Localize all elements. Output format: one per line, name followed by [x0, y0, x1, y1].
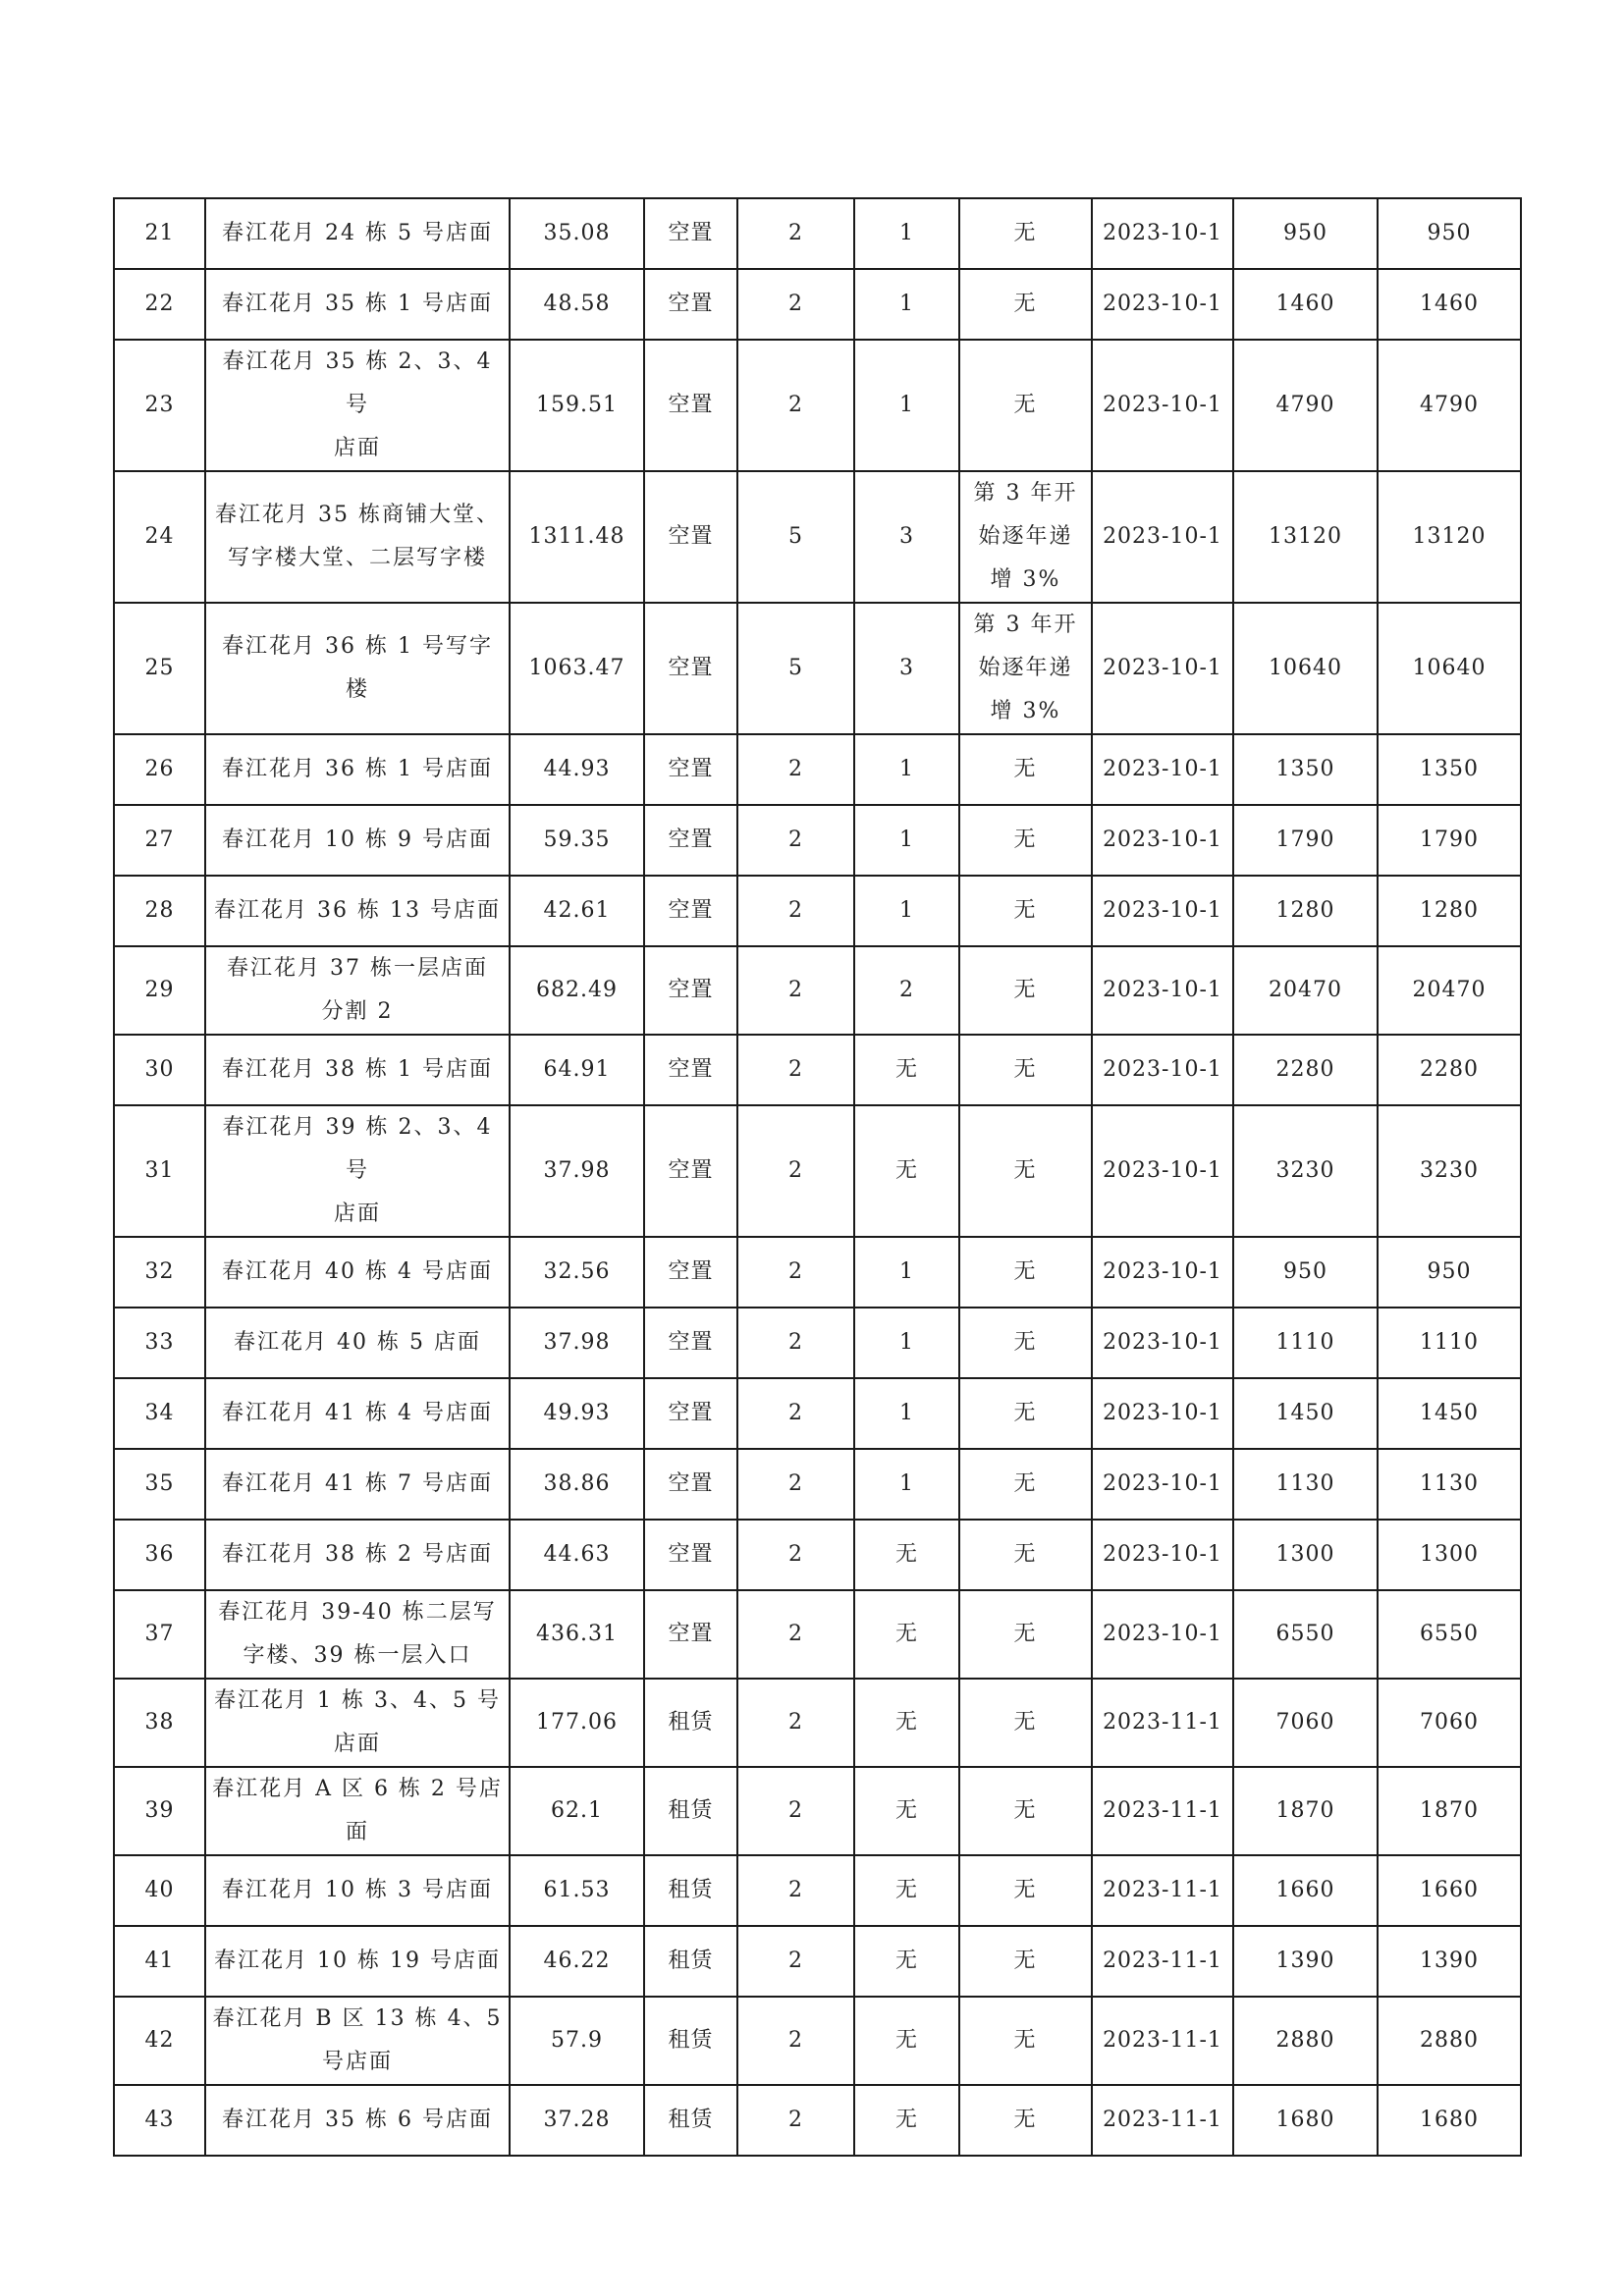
cell-property-name: 春江花月 35 栋商铺大堂、 写字楼大堂、二层写字楼: [205, 471, 510, 603]
cell-property-name: 春江花月 40 栋 4 号店面: [205, 1237, 510, 1308]
cell-column-6: 1: [854, 269, 959, 340]
cell-date: 2023-10-1: [1092, 1449, 1233, 1520]
cell-property-name: 春江花月 36 栋 13 号店面: [205, 876, 510, 946]
cell-value-2: 950: [1378, 1237, 1521, 1308]
cell-date: 2023-10-1: [1092, 734, 1233, 805]
cell-column-5: 2: [737, 340, 854, 471]
cell-property-name: 春江花月 10 栋 9 号店面: [205, 805, 510, 876]
cell-status: 租赁: [644, 1926, 737, 1997]
cell-column-6: 1: [854, 1449, 959, 1520]
cell-status: 租赁: [644, 1767, 737, 1855]
cell-status: 空置: [644, 946, 737, 1035]
cell-value-2: 1350: [1378, 734, 1521, 805]
cell-date: 2023-11-1: [1092, 2085, 1233, 2156]
cell-column-6: 无: [854, 2085, 959, 2156]
table-row: [114, 1590, 1521, 1679]
cell-value-1: 20470: [1233, 946, 1378, 1035]
cell-property-name: 春江花月 37 栋一层店面 分割 2: [205, 946, 510, 1035]
cell-column-6: 3: [854, 603, 959, 734]
cell-column-6: 无: [854, 1035, 959, 1105]
cell-value-2: 1110: [1378, 1308, 1521, 1378]
table-body: [114, 198, 1521, 2156]
cell-index: 42: [114, 1997, 205, 2085]
cell-value-2: 1300: [1378, 1520, 1521, 1590]
cell-date: 2023-10-1: [1092, 340, 1233, 471]
table-row: [114, 1997, 1521, 2085]
table-row: [114, 603, 1521, 734]
cell-property-name: 春江花月 38 栋 2 号店面: [205, 1520, 510, 1590]
cell-index: 21: [114, 198, 205, 269]
cell-area: 64.91: [510, 1035, 644, 1105]
cell-area: 1311.48: [510, 471, 644, 603]
cell-value-2: 6550: [1378, 1590, 1521, 1679]
cell-area: 42.61: [510, 876, 644, 946]
table-row: [114, 340, 1521, 471]
cell-property-name: 春江花月 39-40 栋二层写 字楼、39 栋一层入口: [205, 1590, 510, 1679]
cell-area: 35.08: [510, 198, 644, 269]
cell-value-1: 1390: [1233, 1926, 1378, 1997]
cell-property-name: 春江花月 35 栋 6 号店面: [205, 2085, 510, 2156]
cell-column-5: 2: [737, 1449, 854, 1520]
cell-note: 第 3 年开 始逐年递 增 3%: [959, 603, 1092, 734]
cell-column-6: 无: [854, 1520, 959, 1590]
cell-index: 30: [114, 1035, 205, 1105]
cell-area: 44.63: [510, 1520, 644, 1590]
cell-column-6: 1: [854, 1378, 959, 1449]
cell-index: 33: [114, 1308, 205, 1378]
cell-note: 无: [959, 1105, 1092, 1237]
cell-date: 2023-11-1: [1092, 1855, 1233, 1926]
cell-date: 2023-10-1: [1092, 269, 1233, 340]
cell-value-2: 2880: [1378, 1997, 1521, 2085]
cell-value-1: 1660: [1233, 1855, 1378, 1926]
table-row: [114, 876, 1521, 946]
cell-status: 租赁: [644, 2085, 737, 2156]
cell-status: 空置: [644, 876, 737, 946]
cell-value-1: 2280: [1233, 1035, 1378, 1105]
cell-value-2: 950: [1378, 198, 1521, 269]
cell-area: 37.28: [510, 2085, 644, 2156]
cell-column-5: 2: [737, 1855, 854, 1926]
cell-date: 2023-10-1: [1092, 805, 1233, 876]
cell-column-5: 2: [737, 946, 854, 1035]
table-row: [114, 198, 1521, 269]
cell-value-1: 1450: [1233, 1378, 1378, 1449]
cell-value-2: 1680: [1378, 2085, 1521, 2156]
cell-note: 第 3 年开 始逐年递 增 3%: [959, 471, 1092, 603]
cell-column-5: 5: [737, 603, 854, 734]
cell-status: 租赁: [644, 1997, 737, 2085]
cell-date: 2023-10-1: [1092, 1590, 1233, 1679]
cell-property-name: 春江花月 40 栋 5 店面: [205, 1308, 510, 1378]
cell-index: 37: [114, 1590, 205, 1679]
cell-value-2: 10640: [1378, 603, 1521, 734]
cell-column-6: 无: [854, 1590, 959, 1679]
cell-area: 32.56: [510, 1237, 644, 1308]
cell-column-5: 2: [737, 1520, 854, 1590]
cell-value-2: 1460: [1378, 269, 1521, 340]
cell-column-5: 2: [737, 805, 854, 876]
table-row: [114, 1520, 1521, 1590]
cell-property-name: 春江花月 39 栋 2、3、4 号 店面: [205, 1105, 510, 1237]
cell-date: 2023-10-1: [1092, 471, 1233, 603]
cell-date: 2023-10-1: [1092, 198, 1233, 269]
cell-index: 28: [114, 876, 205, 946]
cell-area: 682.49: [510, 946, 644, 1035]
cell-date: 2023-10-1: [1092, 1035, 1233, 1105]
cell-index: 36: [114, 1520, 205, 1590]
cell-note: 无: [959, 1767, 1092, 1855]
cell-area: 1063.47: [510, 603, 644, 734]
table-row: [114, 805, 1521, 876]
cell-note: 无: [959, 1308, 1092, 1378]
cell-status: 空置: [644, 1105, 737, 1237]
cell-property-name: 春江花月 1 栋 3、4、5 号 店面: [205, 1679, 510, 1767]
cell-date: 2023-10-1: [1092, 1105, 1233, 1237]
cell-index: 31: [114, 1105, 205, 1237]
cell-value-1: 3230: [1233, 1105, 1378, 1237]
cell-value-1: 10640: [1233, 603, 1378, 734]
cell-property-name: 春江花月 41 栋 7 号店面: [205, 1449, 510, 1520]
table-row: [114, 1308, 1521, 1378]
cell-property-name: 春江花月 B 区 13 栋 4、5 号店面: [205, 1997, 510, 2085]
cell-status: 空置: [644, 1449, 737, 1520]
cell-column-5: 2: [737, 1767, 854, 1855]
cell-value-2: 2280: [1378, 1035, 1521, 1105]
cell-note: 无: [959, 1855, 1092, 1926]
cell-index: 40: [114, 1855, 205, 1926]
cell-index: 41: [114, 1926, 205, 1997]
cell-note: 无: [959, 1926, 1092, 1997]
cell-value-1: 1110: [1233, 1308, 1378, 1378]
cell-area: 44.93: [510, 734, 644, 805]
table-row: [114, 1378, 1521, 1449]
table-row: [114, 2085, 1521, 2156]
cell-status: 租赁: [644, 1855, 737, 1926]
cell-column-5: 2: [737, 1997, 854, 2085]
cell-column-6: 无: [854, 1679, 959, 1767]
cell-index: 23: [114, 340, 205, 471]
cell-column-6: 无: [854, 1767, 959, 1855]
property-table: [113, 197, 1522, 2157]
cell-column-6: 1: [854, 805, 959, 876]
cell-status: 空置: [644, 198, 737, 269]
table-row: [114, 1855, 1521, 1926]
cell-column-5: 2: [737, 1378, 854, 1449]
cell-area: 48.58: [510, 269, 644, 340]
table-row: [114, 1767, 1521, 1855]
cell-status: 空置: [644, 734, 737, 805]
cell-value-2: 1450: [1378, 1378, 1521, 1449]
cell-note: 无: [959, 340, 1092, 471]
cell-property-name: 春江花月 35 栋 1 号店面: [205, 269, 510, 340]
cell-date: 2023-10-1: [1092, 1308, 1233, 1378]
cell-status: 空置: [644, 805, 737, 876]
cell-column-5: 2: [737, 269, 854, 340]
cell-note: 无: [959, 1035, 1092, 1105]
cell-property-name: 春江花月 24 栋 5 号店面: [205, 198, 510, 269]
cell-index: 24: [114, 471, 205, 603]
cell-column-6: 1: [854, 1237, 959, 1308]
table-row: [114, 1237, 1521, 1308]
cell-area: 49.93: [510, 1378, 644, 1449]
cell-value-2: 1660: [1378, 1855, 1521, 1926]
cell-column-5: 2: [737, 1926, 854, 1997]
cell-area: 159.51: [510, 340, 644, 471]
cell-date: 2023-11-1: [1092, 1767, 1233, 1855]
cell-status: 空置: [644, 1237, 737, 1308]
cell-column-5: 5: [737, 471, 854, 603]
cell-value-1: 1680: [1233, 2085, 1378, 2156]
cell-value-1: 950: [1233, 1237, 1378, 1308]
cell-index: 22: [114, 269, 205, 340]
cell-status: 空置: [644, 269, 737, 340]
cell-column-6: 2: [854, 946, 959, 1035]
cell-area: 436.31: [510, 1590, 644, 1679]
cell-status: 空置: [644, 1520, 737, 1590]
cell-value-1: 1870: [1233, 1767, 1378, 1855]
table-row: [114, 946, 1521, 1035]
cell-value-2: 1790: [1378, 805, 1521, 876]
table-row: [114, 471, 1521, 603]
cell-column-6: 无: [854, 1105, 959, 1237]
cell-value-2: 1280: [1378, 876, 1521, 946]
cell-column-5: 2: [737, 1590, 854, 1679]
cell-area: 57.9: [510, 1997, 644, 2085]
cell-value-2: 20470: [1378, 946, 1521, 1035]
cell-value-1: 7060: [1233, 1679, 1378, 1767]
cell-index: 39: [114, 1767, 205, 1855]
cell-column-6: 1: [854, 876, 959, 946]
cell-index: 34: [114, 1378, 205, 1449]
cell-index: 43: [114, 2085, 205, 2156]
cell-index: 32: [114, 1237, 205, 1308]
cell-date: 2023-11-1: [1092, 1926, 1233, 1997]
cell-column-6: 3: [854, 471, 959, 603]
cell-status: 空置: [644, 1378, 737, 1449]
table-row: [114, 1105, 1521, 1237]
cell-note: 无: [959, 1590, 1092, 1679]
cell-property-name: 春江花月 36 栋 1 号店面: [205, 734, 510, 805]
cell-index: 25: [114, 603, 205, 734]
cell-note: 无: [959, 1378, 1092, 1449]
cell-value-1: 1790: [1233, 805, 1378, 876]
cell-value-1: 1130: [1233, 1449, 1378, 1520]
cell-column-5: 2: [737, 1679, 854, 1767]
table-row: [114, 1926, 1521, 1997]
cell-note: 无: [959, 876, 1092, 946]
cell-value-2: 3230: [1378, 1105, 1521, 1237]
cell-column-6: 无: [854, 1855, 959, 1926]
cell-value-2: 1130: [1378, 1449, 1521, 1520]
cell-column-5: 2: [737, 2085, 854, 2156]
cell-area: 177.06: [510, 1679, 644, 1767]
cell-column-5: 2: [737, 1035, 854, 1105]
cell-status: 空置: [644, 471, 737, 603]
cell-note: 无: [959, 734, 1092, 805]
table-row: [114, 1679, 1521, 1767]
cell-area: 46.22: [510, 1926, 644, 1997]
cell-column-5: 2: [737, 734, 854, 805]
cell-status: 空置: [644, 1035, 737, 1105]
cell-note: 无: [959, 805, 1092, 876]
cell-index: 27: [114, 805, 205, 876]
cell-area: 59.35: [510, 805, 644, 876]
cell-note: 无: [959, 1520, 1092, 1590]
cell-note: 无: [959, 946, 1092, 1035]
cell-column-6: 无: [854, 1926, 959, 1997]
cell-date: 2023-10-1: [1092, 1378, 1233, 1449]
cell-area: 62.1: [510, 1767, 644, 1855]
cell-column-5: 2: [737, 198, 854, 269]
cell-value-2: 4790: [1378, 340, 1521, 471]
cell-value-2: 13120: [1378, 471, 1521, 603]
cell-status: 空置: [644, 1590, 737, 1679]
cell-area: 61.53: [510, 1855, 644, 1926]
cell-column-6: 1: [854, 734, 959, 805]
cell-date: 2023-10-1: [1092, 876, 1233, 946]
cell-date: 2023-11-1: [1092, 1997, 1233, 2085]
cell-value-1: 1300: [1233, 1520, 1378, 1590]
cell-date: 2023-10-1: [1092, 1237, 1233, 1308]
cell-status: 租赁: [644, 1679, 737, 1767]
cell-value-1: 2880: [1233, 1997, 1378, 2085]
cell-index: 38: [114, 1679, 205, 1767]
cell-status: 空置: [644, 603, 737, 734]
cell-note: 无: [959, 2085, 1092, 2156]
cell-property-name: 春江花月 38 栋 1 号店面: [205, 1035, 510, 1105]
cell-column-5: 2: [737, 876, 854, 946]
cell-column-5: 2: [737, 1237, 854, 1308]
cell-note: 无: [959, 1449, 1092, 1520]
cell-index: 29: [114, 946, 205, 1035]
cell-column-5: 2: [737, 1105, 854, 1237]
cell-index: 35: [114, 1449, 205, 1520]
cell-status: 空置: [644, 340, 737, 471]
cell-date: 2023-10-1: [1092, 1520, 1233, 1590]
cell-value-1: 950: [1233, 198, 1378, 269]
table-row: [114, 269, 1521, 340]
cell-status: 空置: [644, 1308, 737, 1378]
table-row: [114, 1035, 1521, 1105]
cell-property-name: 春江花月 36 栋 1 号写字楼: [205, 603, 510, 734]
cell-column-6: 1: [854, 198, 959, 269]
cell-note: 无: [959, 1679, 1092, 1767]
cell-column-6: 1: [854, 1308, 959, 1378]
cell-property-name: 春江花月 A 区 6 栋 2 号店 面: [205, 1767, 510, 1855]
cell-column-5: 2: [737, 1308, 854, 1378]
cell-note: 无: [959, 1997, 1092, 2085]
cell-column-6: 无: [854, 1997, 959, 2085]
cell-property-name: 春江花月 41 栋 4 号店面: [205, 1378, 510, 1449]
cell-area: 37.98: [510, 1308, 644, 1378]
cell-property-name: 春江花月 10 栋 3 号店面: [205, 1855, 510, 1926]
cell-property-name: 春江花月 10 栋 19 号店面: [205, 1926, 510, 1997]
table-row: [114, 1449, 1521, 1520]
cell-value-1: 4790: [1233, 340, 1378, 471]
cell-value-1: 6550: [1233, 1590, 1378, 1679]
table-row: [114, 734, 1521, 805]
cell-value-1: 1280: [1233, 876, 1378, 946]
cell-area: 38.86: [510, 1449, 644, 1520]
cell-area: 37.98: [510, 1105, 644, 1237]
cell-date: 2023-10-1: [1092, 603, 1233, 734]
cell-value-1: 13120: [1233, 471, 1378, 603]
cell-value-2: 1870: [1378, 1767, 1521, 1855]
cell-value-1: 1350: [1233, 734, 1378, 805]
cell-note: 无: [959, 198, 1092, 269]
cell-note: 无: [959, 269, 1092, 340]
cell-index: 26: [114, 734, 205, 805]
cell-note: 无: [959, 1237, 1092, 1308]
cell-property-name: 春江花月 35 栋 2、3、4 号 店面: [205, 340, 510, 471]
cell-date: 2023-11-1: [1092, 1679, 1233, 1767]
cell-date: 2023-10-1: [1092, 946, 1233, 1035]
cell-value-2: 7060: [1378, 1679, 1521, 1767]
cell-column-6: 1: [854, 340, 959, 471]
cell-value-1: 1460: [1233, 269, 1378, 340]
cell-value-2: 1390: [1378, 1926, 1521, 1997]
